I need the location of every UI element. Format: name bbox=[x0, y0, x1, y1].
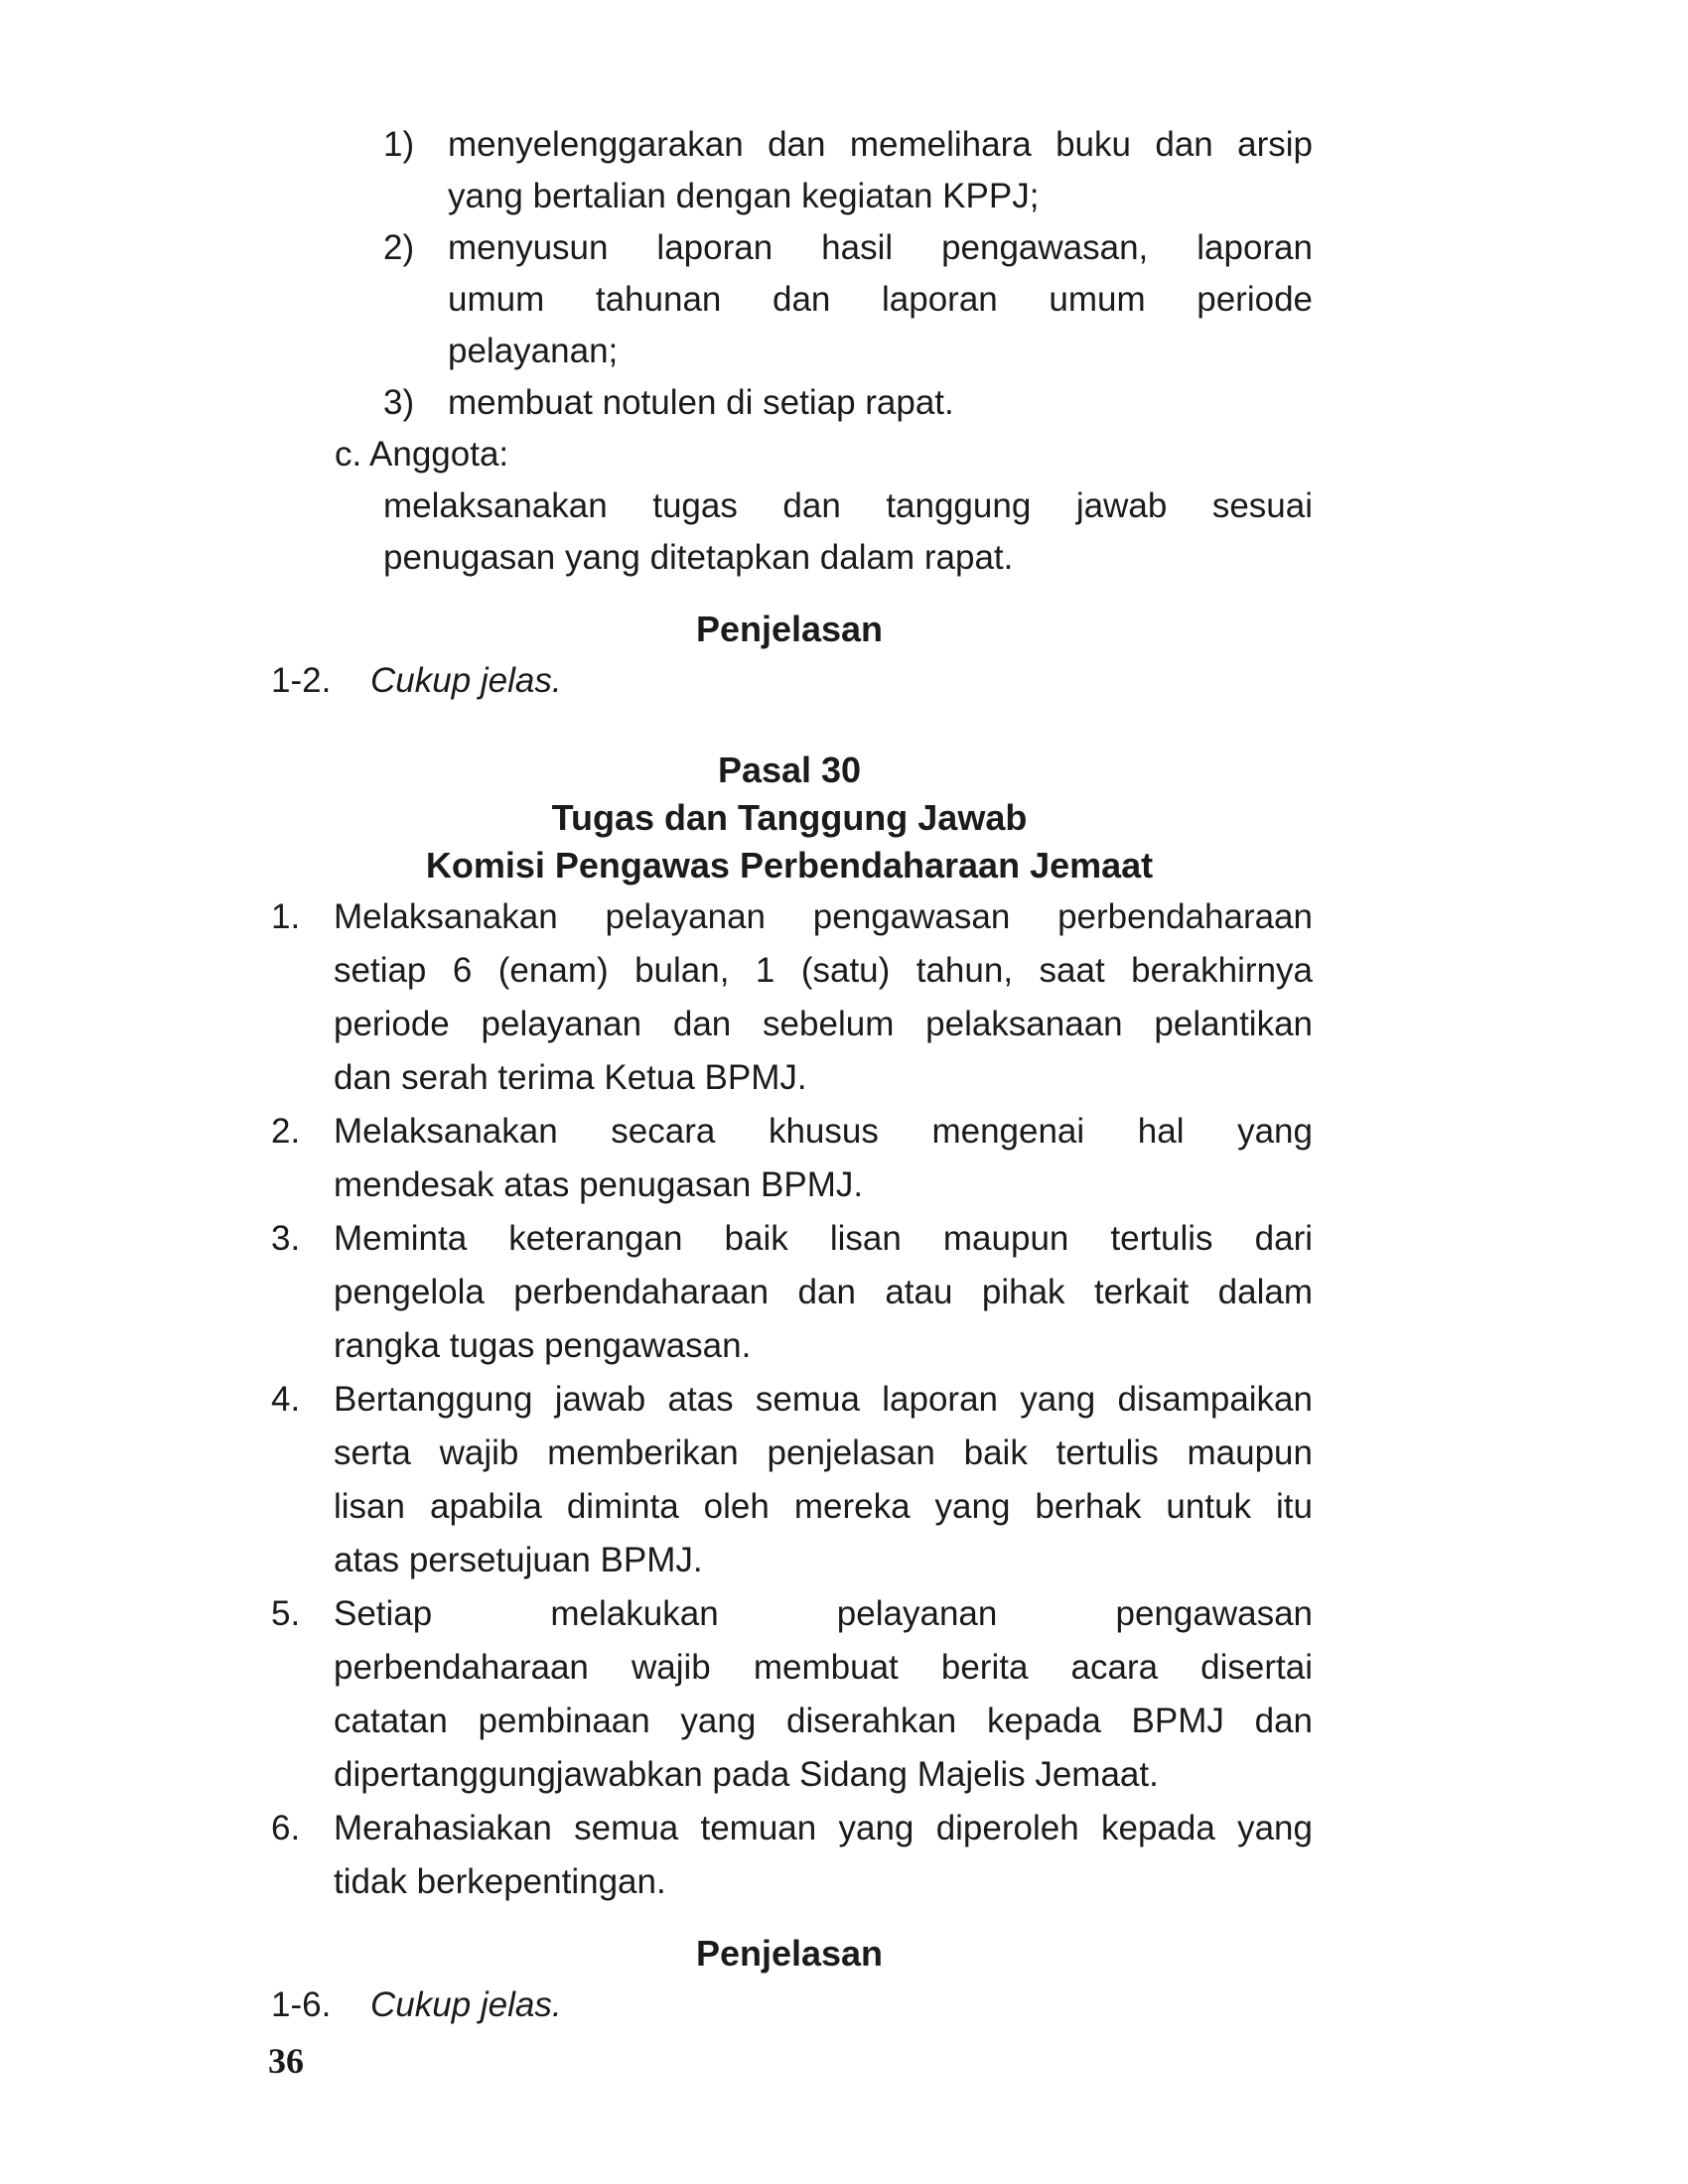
article-item-line: Merahasiakan semua temuan yang diperoleh kepada yang bbox=[334, 1809, 1313, 1847]
article-item-line: dipertanggungjawabkan pada Sidang Majelis Jemaat. bbox=[334, 1755, 1159, 1794]
sub-item-line: menyusun laporan hasil pengawasan, laporan bbox=[448, 228, 1313, 267]
explanation-number: 1-2. bbox=[271, 661, 332, 700]
sub-item-line: umum tahunan dan laporan umum periode bbox=[448, 280, 1313, 319]
article-item-line: perbendaharaan wajib membuat berita acara disertai bbox=[334, 1648, 1313, 1687]
article-item-line: Meminta keterangan baik lisan maupun tertulis dari bbox=[334, 1219, 1313, 1258]
article-item-line: mendesak atas penugasan BPMJ. bbox=[334, 1165, 864, 1204]
article-item-line: Melaksanakan secara khusus mengenai hal yang bbox=[334, 1112, 1313, 1151]
explanation-heading: Penjelasan bbox=[695, 609, 884, 649]
article-item-line: setiap 6 (enam) bulan, 1 (satu) tahun, saat berakhirnya bbox=[334, 951, 1313, 990]
article-item-number: 2. bbox=[271, 1112, 301, 1151]
article-item-line: Melaksanakan pelayanan pengawasan perbendaharaan bbox=[334, 897, 1313, 936]
article-item-line: serta wajib memberikan penjelasan baik tertulis maupun bbox=[334, 1433, 1313, 1472]
article-item-line: pengelola perbendaharaan dan atau pihak terkait dalam bbox=[334, 1273, 1313, 1311]
article-subtitle: Tugas dan Tanggung Jawab bbox=[551, 797, 1028, 838]
item-c-line: penugasan yang ditetapkan dalam rapat. bbox=[383, 538, 1014, 577]
article-item-line: Setiap melakukan pelayanan pengawasan bbox=[334, 1594, 1313, 1633]
sub-item-number: 3) bbox=[383, 383, 415, 422]
article-item-number: 1. bbox=[271, 897, 301, 936]
sub-item-line: membuat notulen di setiap rapat. bbox=[448, 383, 954, 422]
article-item-line: catatan pembinaan yang diserahkan kepada BPMJ dan bbox=[334, 1702, 1313, 1740]
item-c-label: c. Anggota: bbox=[335, 435, 509, 474]
page-number: 36 bbox=[268, 2041, 304, 2081]
article-item-number: 4. bbox=[271, 1380, 301, 1419]
article-item-line: periode pelayanan dan sebelum pelaksanaan pelantikan bbox=[334, 1005, 1313, 1043]
sub-item-number: 1) bbox=[383, 125, 415, 164]
article-item-line: atas persetujuan BPMJ. bbox=[334, 1541, 703, 1579]
article-item-number: 5. bbox=[271, 1594, 301, 1633]
article-item-line: rangka tugas pengawasan. bbox=[334, 1326, 752, 1365]
sub-item-line: menyelenggarakan dan memelihara buku dan arsip bbox=[448, 125, 1313, 164]
explanation-text: Cukup jelas. bbox=[370, 661, 562, 700]
item-c-line: melaksanakan tugas dan tanggung jawab sesuai bbox=[383, 486, 1313, 525]
article-item-number: 3. bbox=[271, 1219, 301, 1258]
explanation-number: 1-6. bbox=[271, 1985, 332, 2024]
article-item-line: dan serah terima Ketua BPMJ. bbox=[334, 1058, 807, 1097]
article-item-number: 6. bbox=[271, 1809, 301, 1847]
article-subtitle: Komisi Pengawas Perbendaharaan Jemaat bbox=[425, 845, 1154, 886]
article-item-line: Bertanggung jawab atas semua laporan yang disampaikan bbox=[334, 1380, 1313, 1419]
article-item-line: tidak berkepentingan. bbox=[334, 1862, 666, 1901]
sub-item-number: 2) bbox=[383, 228, 415, 267]
article-title: Pasal 30 bbox=[717, 750, 862, 790]
article-item-line: lisan apabila diminta oleh mereka yang berhak untuk itu bbox=[334, 1487, 1313, 1526]
explanation-text: Cukup jelas. bbox=[370, 1985, 562, 2024]
explanation-heading: Penjelasan bbox=[695, 1933, 884, 1974]
sub-item-line: pelayanan; bbox=[448, 332, 619, 370]
sub-item-line: yang bertalian dengan kegiatan KPPJ; bbox=[448, 177, 1040, 215]
